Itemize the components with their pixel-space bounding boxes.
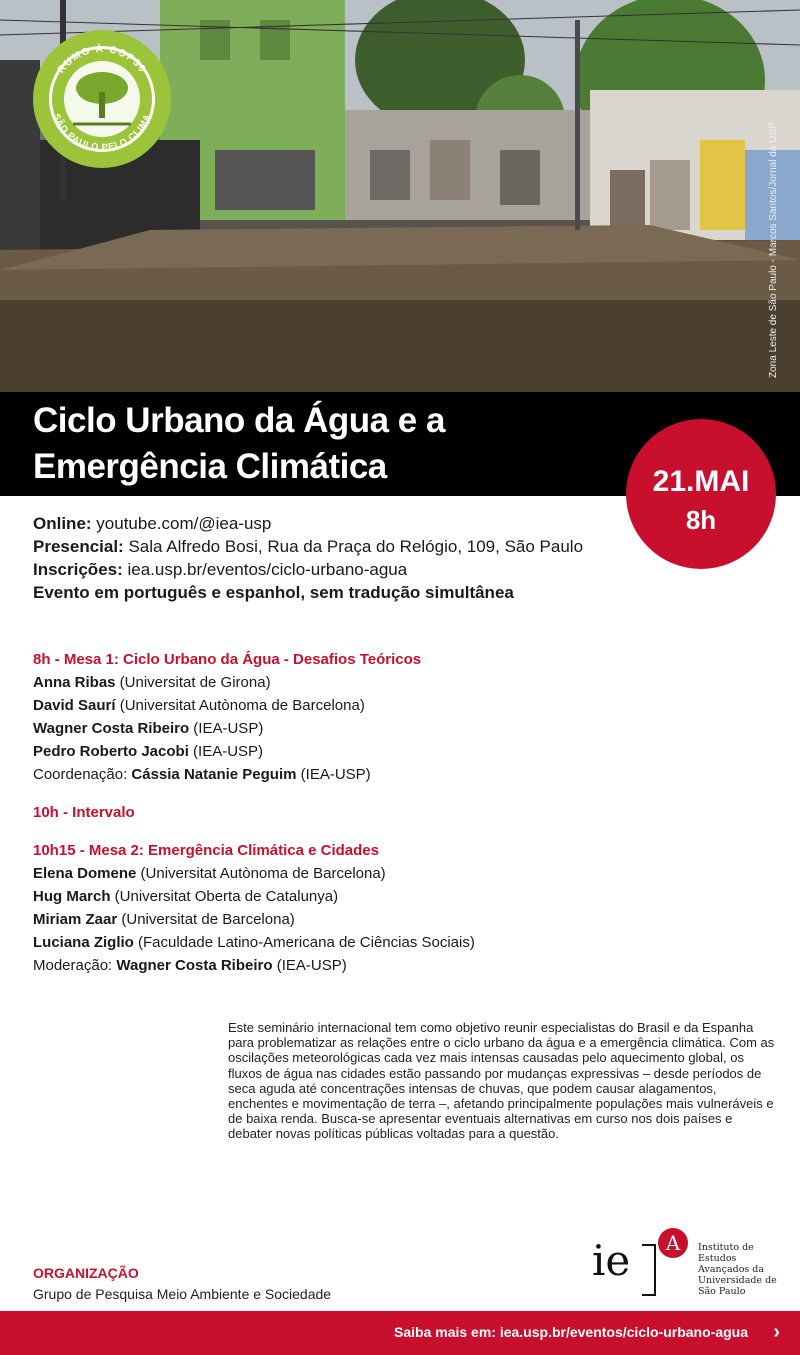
speaker-name: Hug March	[33, 888, 111, 905]
speaker-row	[33, 717, 633, 740]
chevron-right-icon[interactable]: ›	[773, 1321, 780, 1343]
speaker-row	[33, 740, 633, 763]
logo-line: São Paulo	[698, 1286, 746, 1297]
speaker-affiliation: (Universitat Autònoma de Barcelona)	[115, 697, 365, 714]
speaker-name: Elena Domene	[33, 865, 137, 882]
badge-bottom-text: SÃO PAULO PELO CLIMA	[51, 112, 153, 153]
coordination-row	[33, 763, 633, 786]
speaker-row	[33, 671, 633, 694]
organization-label: ORGANIZAÇÃO	[33, 1265, 139, 1281]
logo-line: Avançados da	[698, 1264, 765, 1275]
title-line1: Ciclo Urbano da Água e a	[33, 401, 445, 440]
logo-institution-name	[698, 1242, 793, 1297]
speaker-row	[33, 862, 633, 885]
session1-title: 8h - Mesa 1: Ciclo Urbano da Água - Desafios Teóricos	[33, 651, 422, 668]
inscricoes-link[interactable]: iea.usp.br/eventos/ciclo-urbano-agua	[122, 560, 408, 579]
speaker-name: Anna Ribas	[33, 674, 116, 691]
online-link[interactable]: youtube.com/@iea-usp	[91, 514, 272, 533]
presencial-address: Sala Alfredo Bosi, Rua da Praça do Relógio, 109, São Paulo	[123, 537, 584, 556]
coordinator-affiliation: (IEA-USP)	[296, 766, 371, 783]
logo-mark: ie	[592, 1236, 631, 1285]
speaker-row	[33, 931, 633, 954]
organization-name: Grupo de Pesquisa Meio Ambiente e Sociedade	[33, 1286, 332, 1302]
speaker-row	[33, 694, 633, 717]
speaker-affiliation: (IEA-USP)	[189, 720, 264, 737]
program	[33, 648, 633, 977]
speaker-name: Miriam Zaar	[33, 911, 118, 928]
event-time: 8h	[685, 505, 717, 535]
language-note: Evento em português e espanhol, sem tradução simultânea	[33, 583, 514, 602]
online-label: Online:	[33, 514, 92, 533]
moderation-row	[33, 954, 633, 977]
event-info	[33, 512, 633, 604]
speaker-name: Luciana Ziglio	[33, 934, 134, 951]
logo-bracket	[642, 1244, 656, 1296]
more-info-bar[interactable]	[0, 1311, 800, 1355]
online-line	[33, 512, 633, 535]
break-title: 10h - Intervalo	[33, 804, 135, 821]
inscricoes-label: Inscrições:	[33, 560, 123, 579]
logo-line: Estudos	[698, 1253, 737, 1264]
session2-title: 10h15 - Mesa 2: Emergência Climática e Cidades	[33, 842, 379, 859]
speaker-name: Wagner Costa Ribeiro	[33, 720, 190, 737]
event-description: Este seminário internacional tem como objetivo reunir especialistas do Brasil e da Espanha para problematizar as relações entre o ciclo urbano da água e a emergência climática. Com as oscilações meteorológicas cada vez mais intensas causadas pelo aquecimento global, os fluxos de água nas cidades estão passando por mudanças expressivas – desde períodos de seca aguda até concentrações intensas de chuvas, que podem causar alagamentos, enchentes e movimentação de terra –, afetando principalmente populações mais vulneráveis e de baixa renda. Busca-se apresentar eventuais alternativas em curso nos dois países e debater novas políticas públicas voltadas para a questão.	[228, 1020, 775, 1142]
speaker-row	[33, 885, 633, 908]
cop30-badge	[33, 30, 171, 168]
presencial-label: Presencial:	[33, 537, 124, 556]
moderation-label: Moderação:	[33, 957, 117, 974]
speaker-affiliation: (Universitat Oberta de Catalunya)	[110, 888, 339, 905]
coordinator-name: Cássia Natanie Peguim	[131, 766, 297, 783]
more-info-prefix: Saiba mais em:	[394, 1324, 500, 1340]
moderator-name: Wagner Costa Ribeiro	[116, 957, 273, 974]
more-info-text[interactable]	[394, 1324, 748, 1340]
speaker-row	[33, 908, 633, 931]
moderator-affiliation: (IEA-USP)	[272, 957, 347, 974]
date-badge	[626, 419, 776, 569]
logo-line: Universidade de	[698, 1275, 777, 1286]
speaker-name: David Saurí	[33, 697, 116, 714]
speaker-affiliation: (Universitat de Barcelona)	[117, 911, 295, 928]
logo-letter-a: A	[658, 1228, 688, 1258]
badge-top-text: RUMO À COP30	[55, 43, 149, 76]
speaker-affiliation: (IEA-USP)	[188, 743, 264, 760]
event-date: 21.MAI	[652, 465, 750, 498]
presencial-line	[33, 535, 633, 558]
inscricoes-line	[33, 558, 633, 581]
iea-usp-logo	[592, 1226, 792, 1306]
speaker-name: Pedro Roberto Jacobi	[33, 743, 189, 760]
coordination-label: Coordenação:	[33, 766, 132, 783]
logo-line: Instituto de	[698, 1242, 754, 1253]
more-info-link[interactable]: iea.usp.br/eventos/ciclo-urbano-agua	[499, 1324, 748, 1340]
page-title	[33, 398, 593, 490]
speaker-affiliation: (Universitat Autònoma de Barcelona)	[136, 865, 386, 882]
title-line2: Emergência Climática	[33, 447, 387, 486]
photo-credit: Zona Leste de São Paulo - Marcos Santos/Jornal da USP	[768, 122, 779, 378]
speaker-affiliation: (Universitat de Girona)	[115, 674, 271, 691]
badge-tree-icon	[33, 30, 171, 168]
speaker-affiliation: (Faculdade Latino-Americana de Ciências Sociais)	[133, 934, 475, 951]
